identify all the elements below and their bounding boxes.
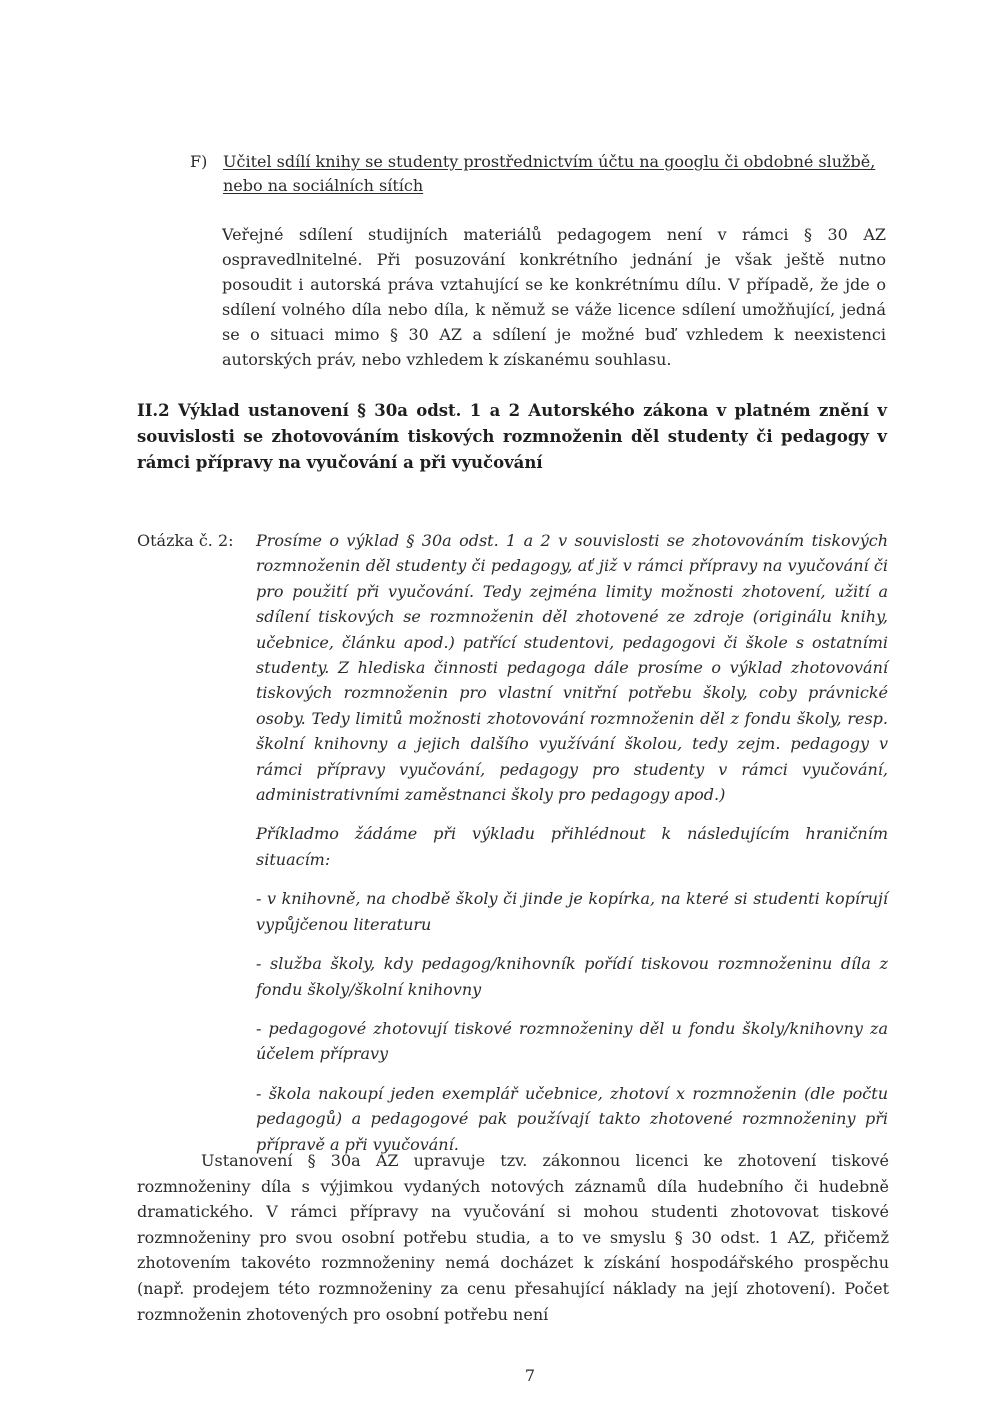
question-2-situation: - služba školy, kdy pedagog/knihovník pořídí tiskovou rozmnoženinu díla z fondu školy/školní knihovny xyxy=(256,954,888,999)
section-f-body: Veřejné sdílení studijních materiálů pedagogem není v rámci § 30 AZ ospravedlnitelné. Při posuzování konkrétního jednání je však ještě nutno posoudit i autorská práva vztahující se ke konkrétnímu dílu. V případě, že jde o sdílení volného díla nebo díla, k němuž se váže licence sdílení umožňující, jedná se o situaci mimo § 30 AZ a sdílení je možné buď vzhledem k neexistenci autorských práv, nebo vzhledem k získanému souhlasu. xyxy=(222,225,886,369)
question-2-text xyxy=(256,528,888,1157)
section-ii2-heading: II.2 Výklad ustanovení § 30a odst. 1 a 2 Autorského zákona v platném znění v souvislosti se zhotovováním tiskových rozmnoženin děl studenty či pedagogy v rámci přípravy na vyučování a při vyučování xyxy=(137,401,887,472)
section-f-letter: F) xyxy=(190,152,208,171)
question-2-label: Otázka č. 2: xyxy=(137,531,234,550)
body-paragraph: Ustanovení § 30a AZ upravuje tzv. zákonnou licenci ke zhotovení tiskové rozmnoženiny díla s výjimkou vydaných notových záznamů díla hudebního či hudebně dramatického. V rámci přípravy na vyučování si mohou studenti zhotovovat tiskové rozmnoženiny pro svou osobní potřebu studia, a to ve smyslu § 30 odst. 1 AZ, přičemž zhotovením takovéto rozmnoženiny nemá docházet k získání hospodářského prospěchu (např. prodejem této rozmnoženiny za cenu přesahující náklady na její zhotovení). Počet rozmnoženin zhotovených pro osobní potřebu není xyxy=(137,1151,889,1324)
question-2-intro: Příkladmo žádáme při výkladu přihlédnout k následujícím hraničním situacím: xyxy=(256,824,888,869)
question-2-situation: - v knihovně, na chodbě školy či jinde je kopírka, na které si studenti kopírují vypůjčenou literaturu xyxy=(256,889,888,934)
question-2-paragraph: Prosíme o výklad § 30a odst. 1 a 2 v souvislosti se zhotovováním tiskových rozmnoženin děl studenty či pedagogy, ať již v rámci přípravy na vyučování či pro použití při vyučování. Tedy zejména limity možnosti zhotovení, užití a sdílení tiskových se rozmnoženin děl zhotovené ze zdroje (originálu knihy, učebnice, článku apod.) patřící studentovi, pedagogovi či škole s ostatními studenty. Z hlediska činnosti pedagoga dále prosíme o výklad zhotovování tiskových rozmnoženin pro vlastní vnitřní potřebu školy, coby právnické osoby. Tedy limitů možnosti zhotovování rozmnoženin děl z fondu školy, resp. školní knihovny a jejich dalšího využívání školou, tedy zejm. pedagogy v rámci přípravy vyučování, pedagogy pro studenty v rámci vyučování, administrativními zaměstnanci školy pro pedagogy apod.) xyxy=(256,531,888,805)
question-2-situation: - pedagogové zhotovují tiskové rozmnoženiny děl u fondu školy/knihovny za účelem přípravy xyxy=(256,1018,888,1064)
question-2-situation: - škola nakoupí jeden exemplář učebnice, zhotoví x rozmnoženin (dle počtu pedagogů) a pedagogové pak používají takto zhotovené rozmnoženiny při přípravě a při vyučování. xyxy=(256,1083,888,1154)
page-number: 7 xyxy=(524,1366,536,1385)
section-f-title: Učitel sdílí knihy se studenty prostřednictvím účtu na googlu či obdobné službě, nebo na sociálních sítích xyxy=(223,152,876,195)
